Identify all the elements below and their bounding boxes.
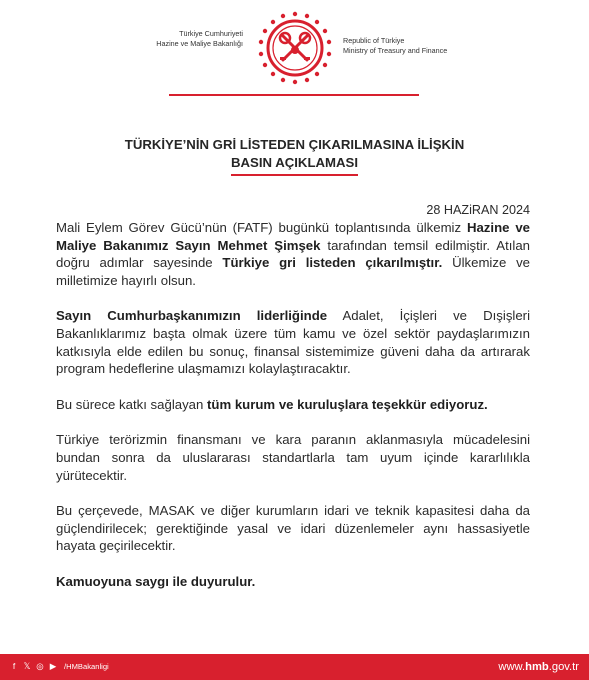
header-divider (169, 94, 419, 96)
paragraph-5: Bu çerçevede, MASAK ve diğer kurumların idari ve teknik kapasitesi daha da güçlendirilecek; gerektiğinde yasal ve idari düzenlemeler aynı hassasiyetle hayata geçirilecektir. (56, 503, 530, 554)
title-line1: TÜRKİYE’NİN GRİ LİSTEDEN ÇIKARILMASINA İLİŞKİN (124, 137, 465, 152)
paragraph-2 (56, 307, 530, 377)
p3-bold-thanks: tüm kurum ve kuruluşlara teşekkür ediyoruz. (207, 396, 488, 412)
org-name-english (343, 36, 543, 56)
press-release-body (56, 219, 530, 609)
p1-bold-minister: Hazine ve Maliye Bakanımız Sayın Mehmet Şimşek (56, 220, 530, 253)
url-prefix: www. (498, 661, 526, 673)
paragraph-6 (56, 573, 530, 591)
website-url[interactable] (498, 661, 579, 673)
paragraph-4: Türkiye terörizmin finansmanı ve kara paranın aklanmasıyla mücadelesini bundan sonra da uluslararası standartlarla tam uyum içinde kararlılıkla yürütecektir. (56, 432, 530, 483)
org-name-turkish (43, 29, 243, 49)
facebook-icon[interactable]: f (12, 661, 16, 671)
social-handle[interactable]: /HMBakanligi (64, 661, 109, 671)
p1-bold-removed: Türkiye gri listeden çıkarılmıştır. (222, 255, 443, 271)
p2-text: Adalet, İçişleri ve Dışişleri Bakanlıklarımız başta olmak üzere tüm kamu ve özel sektör paydaşlarımızın katkısıyla elde edilen bu sonuç, finansal sistemimize güveni daha da artırarak program hedeflerine ulaşmamızı kolaylaştıracaktır. (56, 308, 531, 377)
youtube-icon[interactable]: ▶ (49, 661, 57, 671)
instagram-icon[interactable]: ◎ (36, 661, 44, 671)
paragraph-3 (56, 396, 530, 414)
release-date: 28 HAZiRAN 2024 (426, 203, 530, 217)
p1-text-a: Mali Eylem Görev Gücü’nün (FATF) bugünkü toplantısında ülkemiz (56, 220, 467, 235)
org-name-english-line1: Republic of Türkiye (343, 36, 405, 45)
org-name-turkish-line2: Hazine ve Maliye Bakanlığı (156, 39, 243, 48)
p1-text-c: tarafından temsil edilmiştir. Atılan doğru adımlar sayesinde (56, 237, 530, 271)
org-name-turkish-line1: Türkiye Cumhuriyeti (179, 29, 243, 38)
press-release-title (40, 136, 549, 176)
p3-text: Bu sürece katkı sağlayan (56, 396, 208, 412)
url-domain: hmb (525, 661, 549, 673)
paragraph-1 (56, 219, 530, 289)
social-links (9, 661, 109, 671)
org-name-english-line2: Ministry of Treasury and Finance (343, 46, 448, 55)
closing-statement: Kamuoyuna saygı ile duyurulur. (56, 573, 256, 589)
footer-bar (0, 654, 589, 680)
p1-text-e: Ülkemize ve milletimize hayırlı olsun. (56, 255, 530, 288)
url-suffix: .gov.tr (548, 661, 579, 673)
x-icon[interactable]: 𝕏 (23, 661, 31, 671)
ministry-emblem-icon (255, 8, 335, 88)
p2-bold-leadership: Sayın Cumhurbaşkanımızın liderliğinde (56, 308, 328, 324)
title-line2: BASIN AÇIKLAMASI (231, 154, 358, 176)
